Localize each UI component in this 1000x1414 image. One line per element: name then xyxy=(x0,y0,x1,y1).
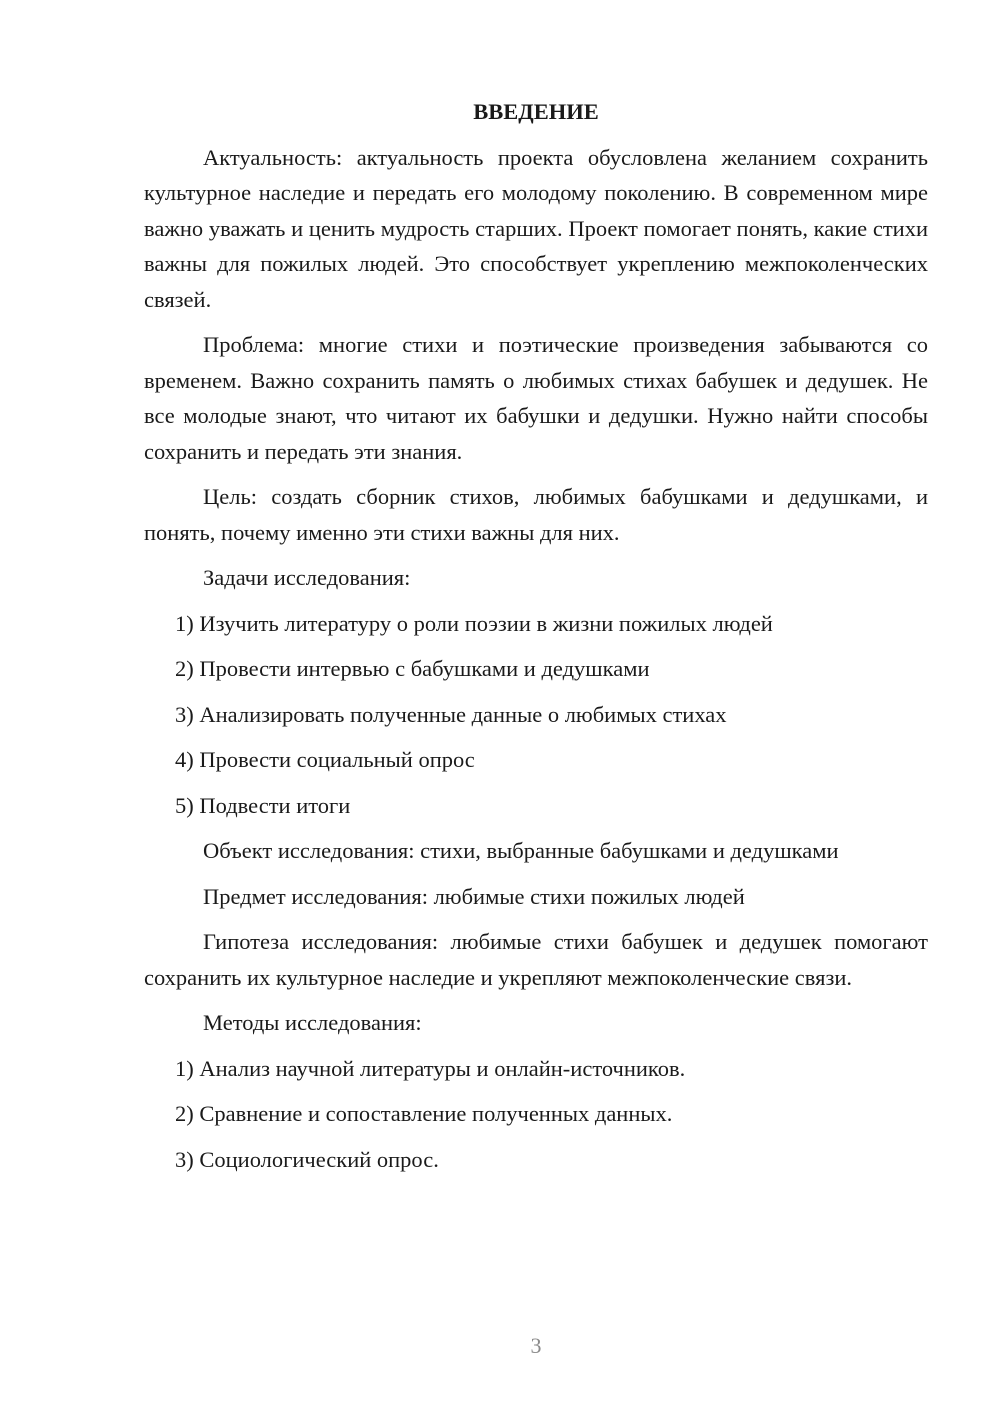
problem-paragraph: Проблема: многие стихи и поэтические произведения забываются со временем. Важно сохранить память о любимых стихах бабушек и дедушек. Не все молодые знают, что читают их бабушки и дедушки. Нужно найти способы сохранить и передать эти знания. xyxy=(144,332,928,464)
list-item: 3) Социологический опрос. xyxy=(175,1146,439,1172)
list-item: 1) Анализ научной литературы и онлайн-источников. xyxy=(175,1055,686,1081)
methods-list xyxy=(144,1051,928,1178)
list-item: 1) Изучить литературу о роли поэзии в жизни пожилых людей xyxy=(175,610,773,636)
object-paragraph: Объект исследования: стихи, выбранные бабушками и дедушками xyxy=(203,838,839,863)
methods-heading: Методы исследования: xyxy=(203,1010,422,1035)
list-item: 3) Анализировать полученные данные о любимых стихах xyxy=(175,701,727,727)
document-body xyxy=(144,94,928,1187)
goal-paragraph: Цель: создать сборник стихов, любимых бабушками и дедушками, и понять, почему именно эти стихи важны для них. xyxy=(144,484,928,545)
list-item: 4) Провести социальный опрос xyxy=(175,747,475,772)
page-title: ВВЕДЕНИЕ xyxy=(473,99,599,124)
tasks-heading: Задачи исследования: xyxy=(203,565,411,590)
hypothesis-paragraph: Гипотеза исследования: любимые стихи бабушек и дедушек помогают сохранить их культурное наследие и укрепляют межпоколенческие связи. xyxy=(144,929,928,990)
subject-paragraph: Предмет исследования: любимые стихи пожилых людей xyxy=(203,883,745,909)
list-item: 2) Провести интервью с бабушками и дедушками xyxy=(175,656,650,681)
list-item: 5) Подвести итоги xyxy=(175,792,351,818)
tasks-list xyxy=(144,606,928,824)
list-item: 2) Сравнение и сопоставление полученных данных. xyxy=(175,1101,673,1126)
page-number: 3 xyxy=(530,1333,542,1358)
relevance-paragraph: Актуальность: актуальность проекта обусловлена желанием сохранить культурное наследие и передать его молодому поколению. В современном мире важно уважать и ценить мудрость старших. Проект помогает понять, какие стихи важны для пожилых людей. Это способствует укреплению межпоколенческих связей. xyxy=(144,144,928,312)
